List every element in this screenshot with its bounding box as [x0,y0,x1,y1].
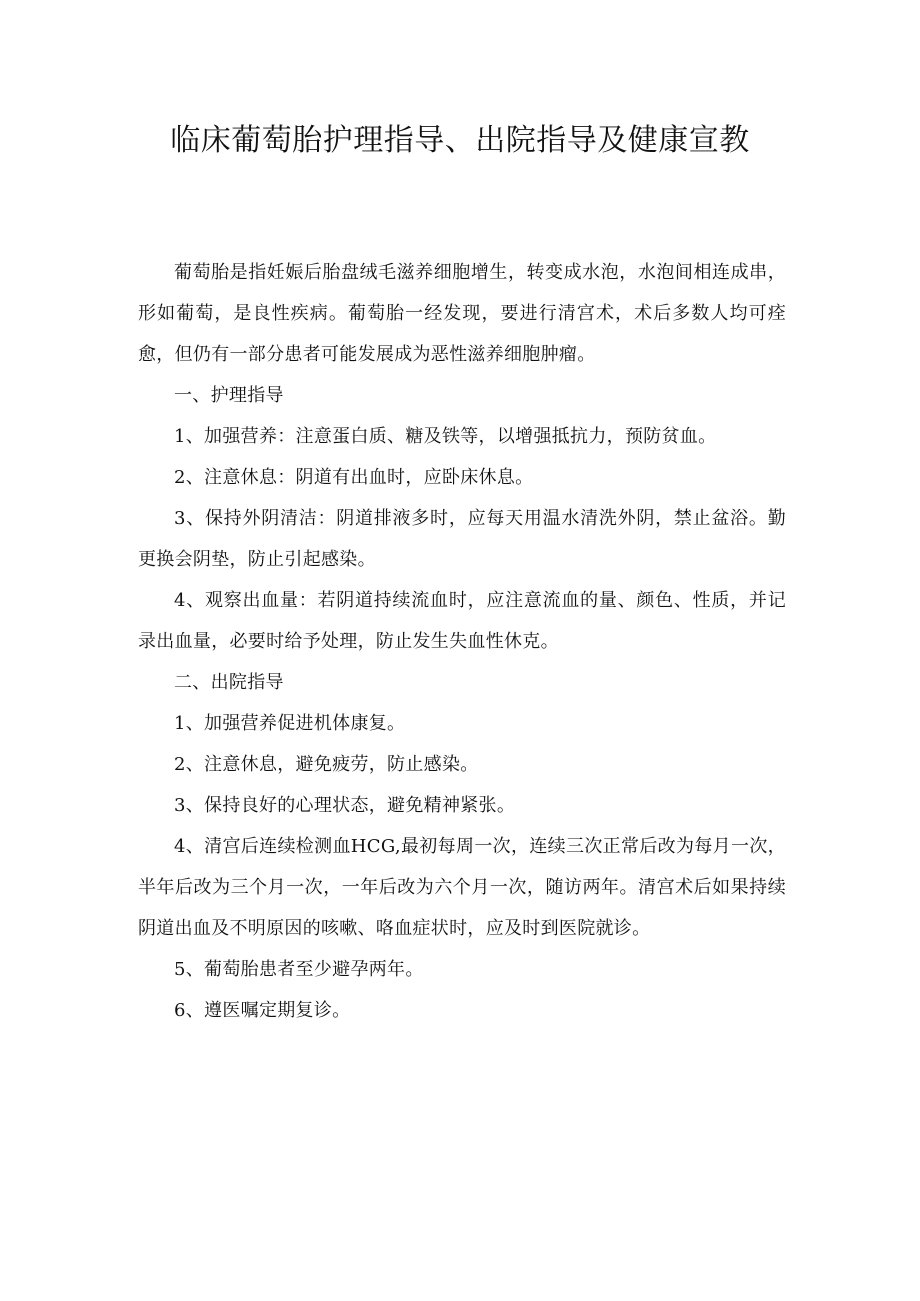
nursing-item: 1、加强营养：注意蛋白质、糖及铁等，以增强抵抗力，预防贫血。 [174,426,717,447]
intro-paragraph: 葡萄胎是指妊娠后胎盘绒毛滋养细胞增生，转变成水泡，水泡间相连成串，形如葡萄，是良性疾病。葡萄胎一经发现，要进行清宫术，术后多数人均可痊愈，但仍有一部分患者可能发展成为恶性滋养细胞肿瘤。 [138,262,786,365]
discharge-item: 1、加强营养促进机体康复。 [174,713,406,734]
nursing-item: 2、注意休息：阴道有出血时，应卧床休息。 [174,467,534,488]
discharge-item: 5、葡萄胎患者至少避孕两年。 [174,959,424,980]
discharge-item: 4、清宫后连续检测血HCG,最初每周一次，连续三次正常后改为每月一次，半年后改为三个月一次，一年后改为六个月一次，随访两年。清宫术后如果持续阴道出血及不明原因的咳嗽、咯血症状时，应及时到医院就诊。 [138,836,786,939]
discharge-item: 6、遵医嘱定期复诊。 [174,1000,351,1021]
nursing-item: 3、保持外阴清洁：阴道排液多时，应每天用温水清洗外阴，禁止盆浴。勤更换会阴垫，防止引起感染。 [138,508,786,570]
document-title: 临床葡萄胎护理指导、出院指导及健康宣教 [170,123,750,158]
nursing-item: 4、观察出血量：若阴道持续流血时，应注意流血的量、颜色、性质，并记录出血量，必要时给予处理，防止发生失血性休克。 [138,590,786,652]
discharge-item: 3、保持良好的心理状态，避免精神紧张。 [174,795,516,816]
section-heading-nursing-guidance: 一、护理指导 [174,385,284,406]
section-heading-discharge-guidance: 二、出院指导 [174,672,284,693]
discharge-item: 2、注意休息，避免疲劳，防止感染。 [174,754,479,775]
document-body [138,252,786,1031]
